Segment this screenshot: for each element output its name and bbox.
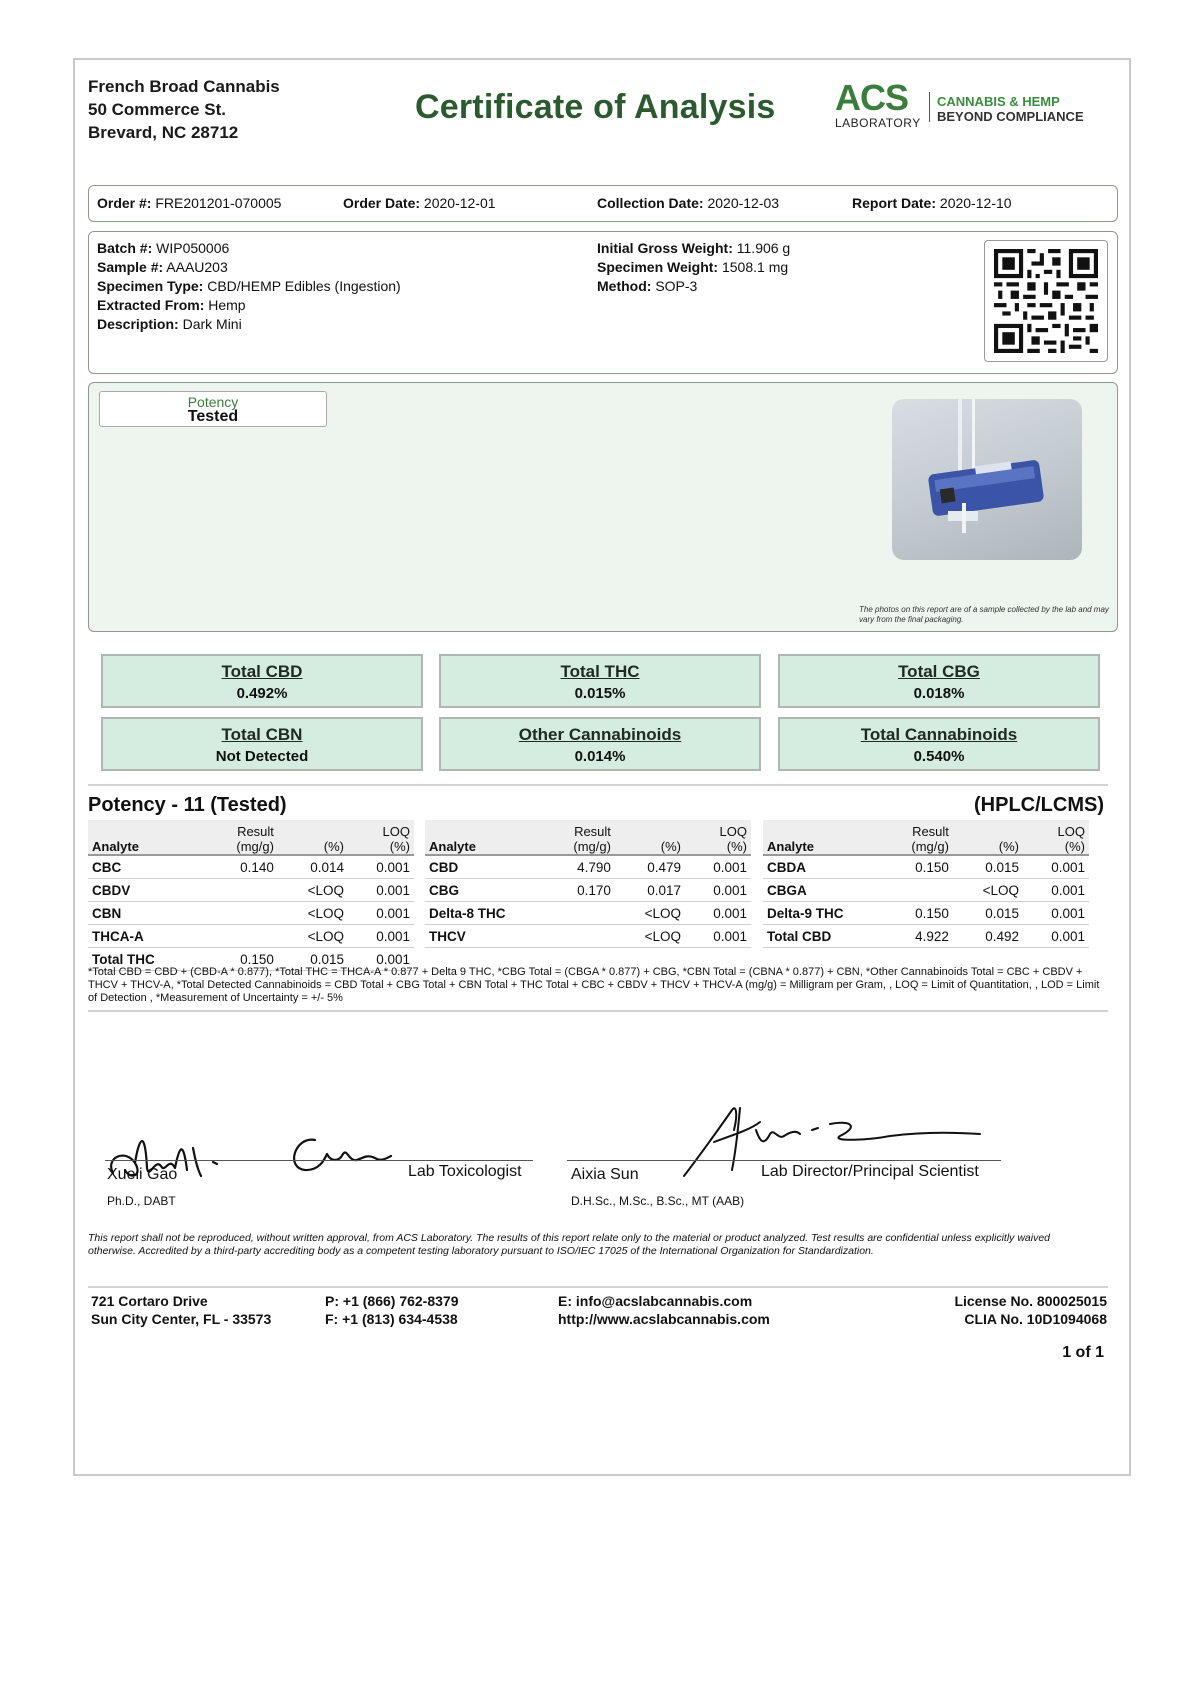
logo-acs-text: ACS bbox=[835, 77, 909, 118]
specimen-type: Specimen Type: CBD/HEMP Edibles (Ingestion) bbox=[97, 278, 401, 294]
signer-2-title: Lab Director/Principal Scientist bbox=[761, 1163, 979, 1180]
cell-pct: <LOQ bbox=[278, 879, 348, 902]
footnote-divider bbox=[88, 1010, 1108, 1012]
header-result: Result (mg/g) bbox=[881, 820, 953, 855]
header-analyte: Analyte bbox=[425, 820, 543, 855]
qr-code[interactable] bbox=[984, 240, 1108, 362]
specimen-weight: Specimen Weight: 1508.1 mg bbox=[597, 259, 789, 275]
table-row bbox=[763, 879, 1089, 902]
client-address bbox=[88, 75, 280, 144]
client-city: Brevard, NC 28712 bbox=[88, 123, 239, 142]
logo-divider bbox=[929, 92, 930, 122]
cell-loq: 0.001 bbox=[348, 855, 414, 879]
signature-line-1 bbox=[105, 1160, 533, 1161]
signer-1-title: Lab Toxicologist bbox=[408, 1163, 522, 1180]
header-result: Result (mg/g) bbox=[543, 820, 615, 855]
logo-tagline-1: CANNABIS & HEMP bbox=[937, 94, 1060, 109]
cell-analyte: Total THC bbox=[88, 948, 206, 971]
logo-tagline-2: BEYOND COMPLIANCE bbox=[937, 109, 1084, 124]
header-loq: LOQ (%) bbox=[1023, 820, 1089, 855]
client-street: 50 Commerce St. bbox=[88, 100, 226, 119]
cell-mg: 4.790 bbox=[543, 855, 615, 879]
cell-analyte: CBN bbox=[88, 902, 206, 925]
header-pct: (%) bbox=[615, 820, 685, 855]
logo-laboratory-text: LABORATORY bbox=[835, 116, 921, 130]
cell-mg bbox=[881, 879, 953, 902]
header-loq: LOQ (%) bbox=[685, 820, 751, 855]
cell-analyte: THCV bbox=[425, 925, 543, 948]
cell-analyte: Delta-8 THC bbox=[425, 902, 543, 925]
sample-info-box bbox=[88, 231, 1118, 374]
initial-gross-weight: Initial Gross Weight: 11.906 g bbox=[597, 240, 791, 256]
acs-logo bbox=[835, 77, 1105, 130]
footer-address: 721 Cortaro Drive Sun City Center, FL - 33573 bbox=[91, 1293, 272, 1327]
summary-other-cannabinoids: Other Cannabinoids 0.014% bbox=[439, 717, 761, 771]
cell-mg: 0.170 bbox=[543, 879, 615, 902]
qr-code-icon bbox=[994, 249, 1098, 353]
table-row bbox=[88, 902, 414, 925]
order-date: Order Date: 2020-12-01 bbox=[343, 195, 496, 211]
cell-pct: 0.017 bbox=[615, 879, 685, 902]
cell-pct: 0.014 bbox=[278, 855, 348, 879]
cell-loq: 0.001 bbox=[1023, 902, 1089, 925]
signer-1-credentials: Ph.D., DABT bbox=[107, 1194, 176, 1208]
potency-method: (HPLC/LCMS) bbox=[974, 794, 1104, 816]
header-analyte: Analyte bbox=[763, 820, 881, 855]
badge-line-1: Potency bbox=[187, 394, 239, 410]
extracted-from: Extracted From: Hemp bbox=[97, 297, 246, 313]
table-row bbox=[88, 855, 414, 879]
cell-loq: 0.001 bbox=[348, 948, 414, 971]
header-result: Result (mg/g) bbox=[206, 820, 278, 855]
cell-pct: 0.015 bbox=[953, 902, 1023, 925]
cell-pct: 0.479 bbox=[615, 855, 685, 879]
header-pct: (%) bbox=[278, 820, 348, 855]
order-info-box bbox=[88, 185, 1118, 222]
collection-date: Collection Date: 2020-12-03 bbox=[597, 195, 780, 211]
report-date: Report Date: 2020-12-10 bbox=[852, 195, 1012, 211]
cell-pct: 0.015 bbox=[278, 948, 348, 971]
document-title: Certificate of Analysis bbox=[415, 88, 776, 126]
summary-total-cbg: Total CBG 0.018% bbox=[778, 654, 1100, 708]
cell-loq: 0.001 bbox=[685, 902, 751, 925]
batch-number: Batch #: WIP050006 bbox=[97, 240, 230, 256]
summary-total-cannabinoids: Total Cannabinoids 0.540% bbox=[778, 717, 1100, 771]
potency-section-title: Potency - 11 (Tested) bbox=[88, 794, 287, 816]
cell-analyte: CBC bbox=[88, 855, 206, 879]
cell-analyte: CBDA bbox=[763, 855, 881, 879]
potency-photo-box bbox=[88, 382, 1118, 632]
table-row bbox=[763, 925, 1089, 948]
cell-analyte: Delta-9 THC bbox=[763, 902, 881, 925]
signer-2-name: Aixia Sun bbox=[571, 1166, 639, 1183]
cell-analyte: CBDV bbox=[88, 879, 206, 902]
signer-1-name: Xueli Gao bbox=[107, 1166, 178, 1183]
sample-photo bbox=[892, 399, 1082, 560]
footer-license: License No. 800025015 CLIA No. 10D1094068 bbox=[954, 1293, 1107, 1327]
cell-loq: 0.001 bbox=[348, 902, 414, 925]
cell-pct: <LOQ bbox=[615, 925, 685, 948]
potency-table-1 bbox=[88, 820, 414, 971]
footer-phone: P: +1 (866) 762-8379 F: +1 (813) 634-4538 bbox=[325, 1293, 459, 1327]
summary-total-cbn: Total CBN Not Detected bbox=[101, 717, 423, 771]
cell-mg bbox=[543, 902, 615, 925]
cell-loq: 0.001 bbox=[348, 879, 414, 902]
badge-line-2: Tested bbox=[187, 408, 239, 425]
potency-table-3 bbox=[763, 820, 1089, 948]
client-name: French Broad Cannabis bbox=[88, 77, 280, 96]
cell-mg: 0.150 bbox=[881, 855, 953, 879]
page-indicator: 1 of 1 bbox=[1062, 1344, 1104, 1361]
cell-analyte: CBGA bbox=[763, 879, 881, 902]
cell-mg bbox=[206, 925, 278, 948]
table-row bbox=[763, 855, 1089, 879]
cell-pct: 0.492 bbox=[953, 925, 1023, 948]
header-loq: LOQ (%) bbox=[348, 820, 414, 855]
report-disclaimer: This report shall not be reproduced, without written approval, from ACS Laboratory. The results of this report relate only to the material or product analyzed. Test results are confidential unless explicitly waived otherwise. Accredited by a third-party accrediting body as a competent testing laboratory pursuant to ISO/IEC 17025 of the International Organization for Standardization. bbox=[88, 1232, 1051, 1257]
header-pct: (%) bbox=[953, 820, 1023, 855]
cell-analyte: THCA-A bbox=[88, 925, 206, 948]
table-row bbox=[425, 925, 751, 948]
cell-mg: 0.150 bbox=[881, 902, 953, 925]
potency-tested-badge bbox=[99, 391, 327, 427]
order-number: Order #: FRE201201-070005 bbox=[97, 195, 282, 211]
signature-line-2 bbox=[567, 1160, 1001, 1161]
sample-photo-image bbox=[892, 399, 1082, 560]
cell-mg: 0.140 bbox=[206, 855, 278, 879]
photo-disclaimer: The photos on this report are of a sample collected by the lab and may vary from the final packaging. bbox=[859, 605, 1109, 624]
cell-loq: 0.001 bbox=[348, 925, 414, 948]
description: Description: Dark Mini bbox=[97, 316, 242, 332]
signature-xueli-gao bbox=[105, 1118, 425, 1198]
footer-divider bbox=[88, 1286, 1108, 1288]
table-row bbox=[425, 902, 751, 925]
cell-mg: 4.922 bbox=[881, 925, 953, 948]
cell-analyte: CBD bbox=[425, 855, 543, 879]
cell-pct: <LOQ bbox=[278, 902, 348, 925]
summary-total-cbd: Total CBD 0.492% bbox=[101, 654, 423, 708]
cell-loq: 0.001 bbox=[1023, 855, 1089, 879]
cell-mg bbox=[543, 925, 615, 948]
footer-contact bbox=[558, 1292, 770, 1328]
cell-mg bbox=[206, 879, 278, 902]
table-row bbox=[763, 902, 1089, 925]
cell-loq: 0.001 bbox=[1023, 925, 1089, 948]
cell-pct: <LOQ bbox=[278, 925, 348, 948]
cell-analyte: Total CBD bbox=[763, 925, 881, 948]
cell-loq: 0.001 bbox=[685, 925, 751, 948]
cell-pct: 0.015 bbox=[953, 855, 1023, 879]
signer-2-credentials: D.H.Sc., M.Sc., B.Sc., MT (AAB) bbox=[571, 1194, 745, 1208]
table-row bbox=[88, 879, 414, 902]
table-row bbox=[425, 855, 751, 879]
cell-loq: 0.001 bbox=[685, 879, 751, 902]
sample-number: Sample #: AAAU203 bbox=[97, 259, 228, 275]
table-row bbox=[425, 879, 751, 902]
section-divider bbox=[88, 784, 1108, 786]
footer-website-link[interactable]: http://www.acslabcannabis.com bbox=[558, 1311, 770, 1327]
method: Method: SOP-3 bbox=[597, 278, 698, 294]
certificate-page bbox=[73, 58, 1131, 1476]
cell-mg: 0.150 bbox=[206, 948, 278, 971]
summary-total-thc: Total THC 0.015% bbox=[439, 654, 761, 708]
cell-loq: 0.001 bbox=[685, 855, 751, 879]
cell-pct: <LOQ bbox=[953, 879, 1023, 902]
footer-email[interactable]: E: info@acslabcannabis.com bbox=[558, 1293, 753, 1309]
cell-mg bbox=[206, 902, 278, 925]
cell-analyte: CBG bbox=[425, 879, 543, 902]
cell-pct: <LOQ bbox=[615, 902, 685, 925]
cell-loq: 0.001 bbox=[1023, 879, 1089, 902]
header-analyte: Analyte bbox=[88, 820, 206, 855]
table-row bbox=[88, 925, 414, 948]
potency-table-2 bbox=[425, 820, 751, 948]
calculation-footnote: *Total CBD = CBD + (CBD-A * 0.877), *Total THC = THCA-A * 0.877 + Delta 9 THC, *CBG Total = (CBGA * 0.877) + CBG, *CBN Total = (CBNA * 0.877) + CBN, *Other Cannabinoids Total = CBC + CBDV + THCV + THCV-A, *Total Detected Cannabinoids = CBD Total + CBG Total + CBN Total + THC Total + CBC + CBDV + THCV + THCV-A (mg/g) = Milligram per Gram, , LOQ = Limit of Quantitation, , LOD = Limit of Detection , *Measurement of Uncertainty = +/- 5% bbox=[88, 966, 1100, 1004]
